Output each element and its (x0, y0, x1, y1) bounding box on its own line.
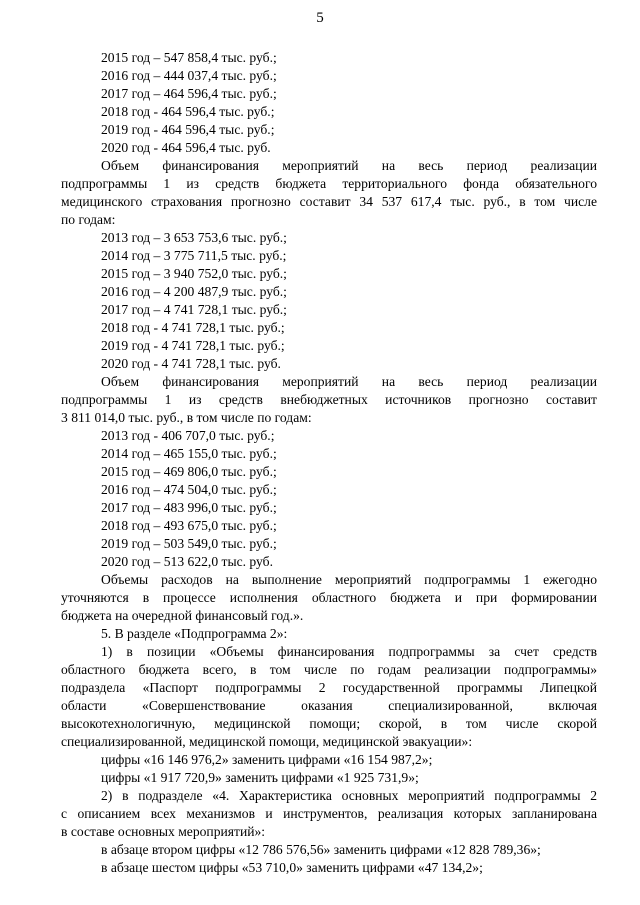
section-heading: 5. В разделе «Подпрограмма 2»: (101, 626, 288, 641)
year-line: 2016 год – 474 504,0 тыс. руб.; (101, 482, 277, 497)
paragraph-line: подраздела «Паспорт подпрограммы 2 государственной программы Липецкой (61, 680, 597, 695)
year-line: 2013 год – 3 653 753,6 тыс. руб.; (101, 230, 287, 245)
year-line: 2015 год – 3 940 752,0 тыс. руб.; (101, 266, 287, 281)
paragraph-line: областного бюджета всего, в том числе по годам реализации подпрограммы» (61, 662, 597, 677)
paragraph-line: Объем финансирования мероприятий на весь период реализации (101, 374, 597, 389)
paragraph-line: бюджета на очередной финансовый год.». (61, 608, 304, 623)
year-line: 2020 год – 513 622,0 тыс. руб. (101, 554, 273, 569)
paragraph-line: 3 811 014,0 тыс. руб., в том числе по годам: (61, 410, 312, 425)
year-line: 2020 год - 464 596,4 тыс. руб. (101, 140, 271, 155)
year-line: 2017 год – 483 996,0 тыс. руб.; (101, 500, 277, 515)
paragraph-line: медицинского страхования прогнозно составит 34 537 617,4 тыс. руб., в том числе (61, 194, 597, 209)
year-line: 2018 год - 4 741 728,1 тыс. руб.; (101, 320, 285, 335)
paragraph-line: с описанием всех механизмов и инструментов, реализация которых запланирована (61, 806, 597, 821)
budget-years-list (61, 49, 597, 157)
extrabudgetary-funding-paragraph (61, 373, 597, 427)
year-line: 2018 год – 493 675,0 тыс. руб.; (101, 518, 277, 533)
year-line: 2013 год - 406 707,0 тыс. руб.; (101, 428, 275, 443)
paragraph-line: высокотехнологичную, медицинской помощи; скорой, в том числе скорой (61, 716, 597, 731)
year-line: 2017 год – 464 596,4 тыс. руб.; (101, 86, 277, 101)
year-line: 2015 год – 547 858,4 тыс. руб.; (101, 50, 277, 65)
paragraph-line: специализированной, медицинской помощи, медицинской эвакуации»: (61, 734, 473, 749)
item-1-replacements (61, 751, 597, 787)
year-line: 2014 год – 465 155,0 тыс. руб.; (101, 446, 277, 461)
document-body (61, 49, 597, 877)
paragraph-line: подпрограммы 1 из средств внебюджетных источников прогнозно составит (61, 392, 597, 407)
item-1-paragraph (61, 643, 597, 751)
page-number: 5 (316, 10, 324, 26)
paragraph-line: 1) в позиции «Объемы финансирования подпрограммы за счет средств (101, 644, 597, 659)
replacement-line: в абзаце втором цифры «12 786 576,56» заменить цифрами «12 828 789,36»; (101, 842, 541, 857)
paragraph-line: Объемы расходов на выполнение мероприятий подпрограммы 1 ежегодно (101, 572, 597, 587)
paragraph-line: 2) в подразделе «4. Характеристика основных мероприятий подпрограммы 2 (101, 788, 597, 803)
replacement-line: в абзаце шестом цифры «53 710,0» заменить цифрами «47 134,2»; (101, 860, 483, 875)
tfoms-years-list (61, 229, 597, 373)
year-line: 2019 год - 4 741 728,1 тыс. руб.; (101, 338, 285, 353)
paragraph-line: Объем финансирования мероприятий на весь период реализации (101, 158, 597, 173)
tfoms-funding-paragraph (61, 157, 597, 229)
year-line: 2019 год - 464 596,4 тыс. руб.; (101, 122, 275, 137)
replacement-line: цифры «16 146 976,2» заменить цифрами «16 154 987,2»; (101, 752, 433, 767)
year-line: 2018 год - 464 596,4 тыс. руб.; (101, 104, 275, 119)
year-line: 2016 год – 444 037,4 тыс. руб.; (101, 68, 277, 83)
paragraph-line: области «Совершенствование оказания специализированной, включая (61, 698, 597, 713)
paragraph-line: подпрограммы 1 из средств бюджета территориального фонда обязательного (61, 176, 597, 191)
replacement-line: цифры «1 917 720,9» заменить цифрами «1 925 731,9»; (101, 770, 419, 785)
year-line: 2020 год - 4 741 728,1 тыс. руб. (101, 356, 281, 371)
year-line: 2014 год – 3 775 711,5 тыс. руб.; (101, 248, 287, 263)
paragraph-line: в составе основных мероприятий»: (61, 824, 266, 839)
paragraph-line: уточняются в процессе исполнения областного бюджета и при формировании (61, 590, 597, 605)
extrabudgetary-years-list (61, 427, 597, 571)
annual-adjustment-paragraph (61, 571, 597, 625)
paragraph-line: по годам: (61, 212, 116, 227)
year-line: 2017 год – 4 741 728,1 тыс. руб.; (101, 302, 287, 317)
year-line: 2016 год – 4 200 487,9 тыс. руб.; (101, 284, 287, 299)
year-line: 2019 год – 503 549,0 тыс. руб.; (101, 536, 277, 551)
year-line: 2015 год – 469 806,0 тыс. руб.; (101, 464, 277, 479)
item-2-replacements (61, 841, 597, 877)
item-2-paragraph (61, 787, 597, 841)
